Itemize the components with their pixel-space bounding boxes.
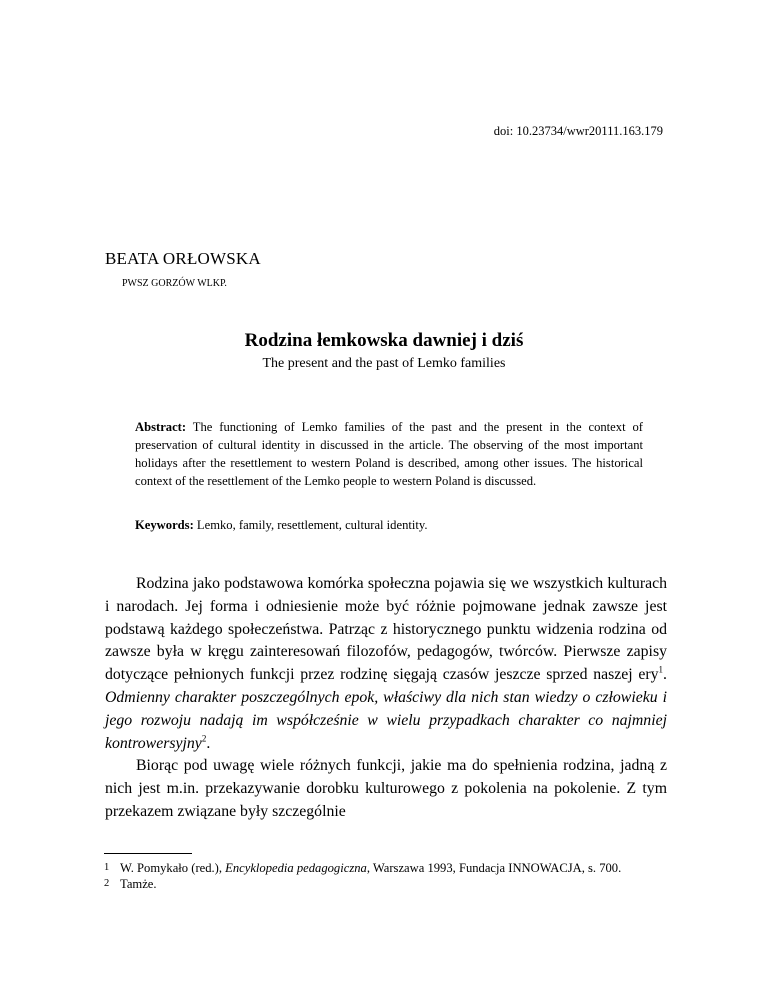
footnote-ref-1: 1 [658,664,664,675]
paragraph-1-punct: . [663,666,667,684]
footnote-text-part: , Warszawa 1993, Fundacja INNOWACJA, s. 700. [366,861,622,875]
abstract-label: Abstract: [135,420,187,434]
abstract [135,418,643,490]
footnote-text [120,860,667,876]
footnotes [104,860,667,892]
footnote-1 [104,860,667,876]
keywords-label: Keywords: [135,518,194,532]
doi-line: doi: 10.23734/wwr20111.163.179 [493,124,663,138]
footnote-book-title: Encyklopedia pedagogiczna [225,861,367,875]
author-affiliation: PWSZ GORZÓW WLKP. [122,278,227,289]
footnote-text-part: Tamże. [120,877,157,891]
paragraph-2: Biorąc pod uwagę wiele różnych funkcji, jakie ma do spełnienia rodzina, jadną z nich jest m.in. przekazywanie dorobku kulturowego z pokolenia na pokolenie. Z tym przekazem związane były szczególnie [105,757,667,820]
footnote-2 [104,876,667,892]
paragraph-1 [105,573,667,755]
footnote-ref-2: 2 [201,733,207,744]
footnote-text-part: W. Pomykało (red.), [120,861,226,875]
footnote-divider [104,853,192,854]
paragraph-1-end: . [206,734,211,752]
body-text [105,573,667,824]
keywords-text: Lemko, family, resettlement, cultural identity. [193,518,428,532]
footnote-number: 2 [104,878,110,889]
paragraph-1-italic: Odmienny charakter poszczególnych epok, właściwy dla nich stan wiedzy o człowieku i jego rozwoju nadają im współcześnie w wielu przypadkach charakter co najmniej kontrowersyjny [105,688,667,752]
footnote-text [120,876,667,892]
paragraph-1-text: Rodzina jako podstawowa komórka społeczna pojawia się we wszystkich kulturach i narodach. Jej forma i odniesienie może być różnie pojmowane jednak zawsze jest podstawą każdego społeczeństwa. Patrząc z historycznego punktu widzenia rodzina od zawsze była w kręgu zainteresowań filozofów, pedagogów, twórców. Pierwsze zapisy dotyczące pełnionych funkcji przez rodzinę sięgają czasów jeszcze sprzed naszej ery [105,575,667,684]
abstract-text: The functioning of Lemko families of the past and the present in the context of preservation of cultural identity in discussed in the article. The observing of the most important holidays after the resettlement to western Poland is described, among other issues. The historical context of the resettlement of the Lemko people to western Poland is discussed. [135,420,643,488]
footnote-number: 1 [104,862,110,873]
keywords [135,516,643,534]
article-subtitle: The present and the past of Lemko families [262,356,506,371]
article-title: Rodzina łemkowska dawniej i dziś [244,330,524,351]
author-name: BEATA ORŁOWSKA [105,249,261,268]
